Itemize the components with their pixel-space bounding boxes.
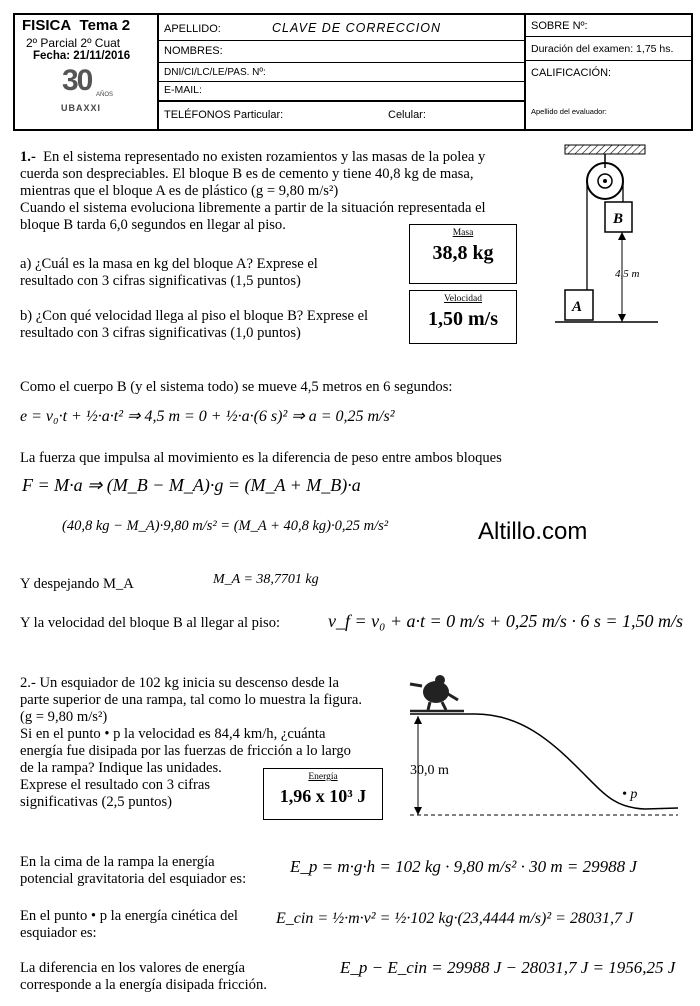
- logo-number: 30: [62, 64, 92, 97]
- uba-logo: [58, 64, 118, 120]
- telefonos-label: TELÉFONOS Particular:: [164, 109, 284, 121]
- problem1-statement: 1.- En el sistema representado no existen rozamientos y las masas de la polea y cuerda son despreciables. El bloque B es de cemento y tiene 40,8 kg de masa, mientras que el bloque A es de plástico (g = 9,80 m/s²) Cuando el sistema evoluciona libremente a partir de la situación representada el bloque B tarda 6,0 segundos en llegar al piso.: [20, 149, 486, 233]
- duracion-text: Duración del examen: 1,75 hs.: [531, 43, 674, 55]
- block-b-label: B: [613, 211, 624, 227]
- p1-solution-text-1: Como el cuerpo B (y el sistema todo) se mueve 4,5 metros en 6 segundos:: [20, 379, 453, 395]
- watermark: Altillo.com: [478, 518, 588, 545]
- ramp: [410, 714, 678, 809]
- email-label: E-MAIL:: [164, 84, 202, 96]
- answer-box-energia: [263, 768, 383, 820]
- p2-solution-text-3: La diferencia en los valores de energía corresponde a la energía disipada fricción.: [20, 960, 267, 993]
- dni-label: DNI/CI/LC/LE/PAS. Nº:: [164, 67, 266, 78]
- sobre-label: SOBRE Nº:: [531, 20, 588, 32]
- ramp-figure: [400, 670, 685, 820]
- problem1-number: 1.-: [20, 149, 36, 165]
- exam-name: 2º Parcial 2º Cuat: [26, 36, 121, 50]
- answer-box-velocidad: [409, 290, 517, 344]
- p2-solution-text-2: En el punto • p la energía cinética del esquiador es:: [20, 908, 238, 941]
- energia-label: Energía: [308, 772, 338, 782]
- problem1-part-b: b) ¿Con qué velocidad llega al piso el bloque B? Exprese el resultado con 3 cifras significativas (1,0 puntos): [20, 308, 369, 341]
- p1-solution-text-4: Y la velocidad del bloque B al llegar al piso:: [20, 615, 281, 631]
- problem1-part-a: a) ¿Cuál es la masa en kg del bloque A? Exprese el resultado con 3 cifras significativas (1,5 puntos): [20, 256, 318, 289]
- block-a-label: A: [572, 299, 583, 315]
- logo-years: AÑOS: [96, 92, 114, 98]
- velocidad-label: Velocidad: [444, 294, 482, 304]
- skier-icon: [410, 675, 464, 711]
- apellido-value: CLAVE DE CORRECCION: [272, 21, 442, 35]
- masa-value: 38,8 kg: [432, 242, 494, 264]
- p1-equation-2: F = M·a ⇒ (M_B − M_A)·g = (M_A + M_B)·a: [22, 475, 361, 495]
- ceiling: [565, 145, 645, 154]
- answer-box-masa: [409, 224, 517, 284]
- exam-date: Fecha: 21/11/2016: [33, 50, 131, 62]
- evaluador-label: Apellido del evaluador:: [531, 107, 607, 116]
- apellido-label: APELLIDO:: [164, 23, 221, 35]
- p2-equation-3: E_p − E_cin = 29988 J − 28031,7 J = 1956,25 J: [340, 958, 676, 977]
- masa-label: Masa: [452, 228, 474, 238]
- calificacion-label: CALIFICACIÓN:: [531, 67, 612, 79]
- p1-solution-text-2: La fuerza que impulsa al movimiento es la diferencia de peso entre ambos bloques: [20, 450, 502, 466]
- course-title: FISICA Tema 2: [22, 17, 131, 34]
- p2-solution-text-1: En la cima de la rampa la energía potencial gravitatoria del esquiador es:: [20, 854, 247, 887]
- point-p-label: • p: [622, 787, 638, 802]
- celular-label: Celular:: [388, 109, 426, 121]
- pulley-figure: [553, 140, 668, 330]
- p1-equation-3: (40,8 kg − M_A)·9,80 m/s² = (M_A + 40,8 kg)·0,25 m/s²: [62, 518, 389, 534]
- p1-equation-4: M_A = 38,7701 kg: [213, 572, 319, 587]
- energia-value: 1,96 x 10³ J: [279, 786, 367, 806]
- p2-equation-1: E_p = m·g·h = 102 kg · 9,80 m/s² · 30 m = 29988 J: [290, 857, 637, 876]
- logo-org: UBAXXI: [61, 103, 102, 113]
- p1-equation-5: v_f = v₀ + a·t = 0 m/s + 0,25 m/s · 6 s = 1,50 m/s: [328, 611, 683, 631]
- p1-solution-text-3: Y despejando M_A: [20, 576, 134, 592]
- p1-equation-1: e = v₀·t + ½·a·t² ⇒ 4,5 m = 0 + ½·a·(6 s)² ⇒ a = 0,25 m/s²: [20, 408, 395, 425]
- p2-equation-2: E_cin = ½·m·v² = ½·102 kg·(23,4444 m/s)² = 28031,7 J: [276, 910, 634, 927]
- problem2-statement: 2.- Un esquiador de 102 kg inicia su descenso desde la parte superior de una rampa, tal como lo muestra la figura. (g = 9,80 m/s²) Si en el punto • p la velocidad es 84,4 km/h, ¿cuánta energía fue disipada por las fuerzas de fricción a lo largo de la rampa? Indique las unidades. Exprese el resultado con 3 cifras significativas (2,5 puntos): [20, 675, 363, 810]
- ramp-height-label: 30,0 m: [410, 763, 449, 778]
- velocidad-value: 1,50 m/s: [428, 308, 498, 330]
- height-label: 4,5 m: [615, 268, 640, 280]
- nombres-label: NOMBRES:: [164, 45, 223, 57]
